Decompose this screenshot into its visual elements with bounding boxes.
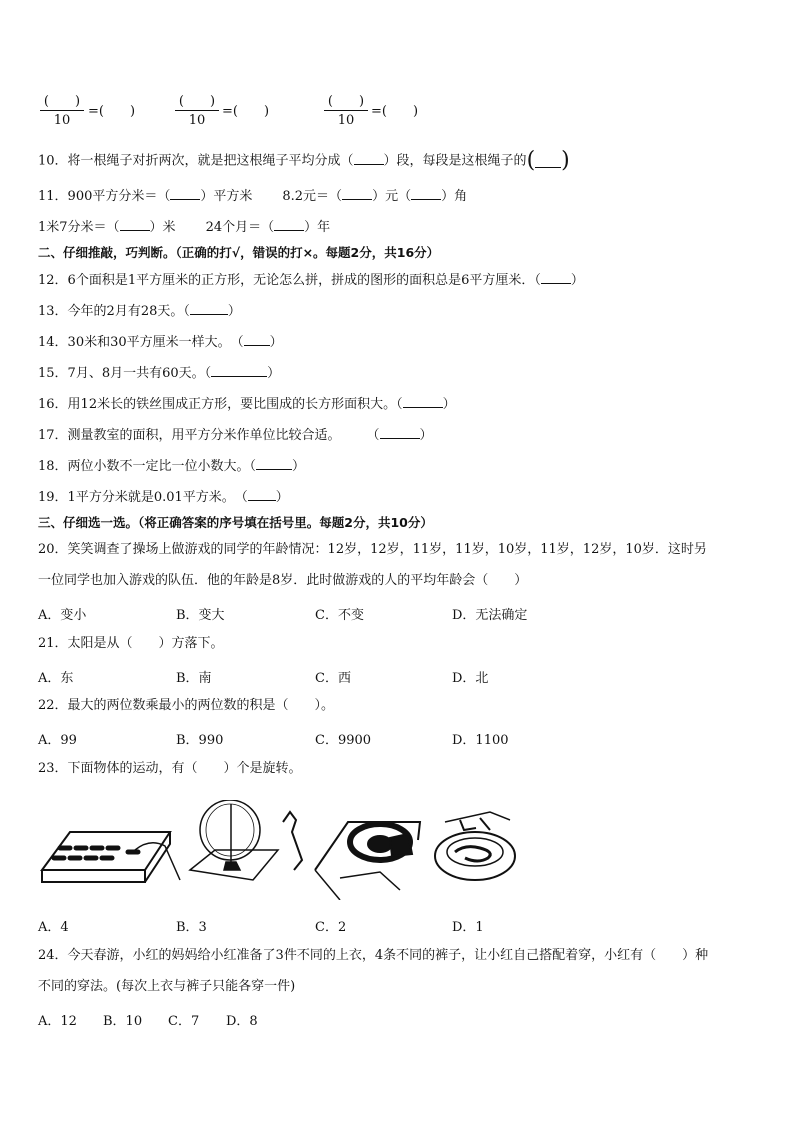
fraction-numerator: ( ): [324, 90, 368, 111]
option-b: B．3: [176, 920, 207, 935]
fraction-denominator: 10: [337, 113, 355, 128]
option-c: C．西: [315, 671, 351, 686]
question-21: 21．太阳是从（ ）方落下。: [38, 636, 224, 651]
answer-blank: [211, 365, 267, 377]
fraction-result: =( ): [222, 104, 270, 119]
option-a: A．东: [38, 671, 74, 686]
answer-blank: [170, 188, 200, 200]
section-3-heading: 三、仔细选一选。（将正确答案的序号填在括号里。每题2分，共10分）: [38, 515, 433, 530]
answer-blank: [190, 303, 228, 315]
section-2-heading: 二、仔细推敲，巧判断。（正确的打√，错误的打×。每题2分，共16分）: [38, 245, 440, 260]
question-24-line-2: 不同的穿法。(每次上衣与裤子只能各穿一件): [38, 979, 296, 994]
question-20-line-1: 20．笑笑调查了操场上做游戏的同学的年龄情况：12岁，12岁，11岁，11岁，10岁，11岁，12岁，10岁．这时另: [38, 542, 707, 557]
answer-blank: [274, 219, 304, 231]
rotation-pictures: [40, 800, 530, 900]
fraction-result: =( ): [371, 104, 419, 119]
question-23: 23．下面物体的运动，有（ ）个是旋转。: [38, 761, 302, 776]
option-c: C．2: [315, 920, 347, 935]
option-a: A．12: [38, 1014, 77, 1029]
fraction-3: [324, 90, 368, 128]
question-19: 19．1平方分米就是0.01平方米。 （ ）: [38, 490, 289, 505]
fraction-denominator: 10: [53, 113, 71, 128]
option-b: B．南: [176, 671, 212, 686]
question-18: 18．两位小数不一定比一位小数大。（ ）: [38, 459, 306, 474]
question-12: 12．6个面积是1平方厘米的正方形，无论怎么拼，拼成的图形的面积总是6平方厘米．（ ）: [38, 273, 584, 288]
answer-blank: [120, 219, 150, 231]
question-13: 13．今年的2月有28天。（ ）: [38, 304, 241, 319]
fraction-denominator: 10: [188, 113, 206, 128]
option-b: B．990: [176, 733, 224, 748]
steering-wheel-image: [315, 822, 420, 900]
question-16: 16．用12米长的铁丝围成正方形，要比围成的长方形面积大。（ ）: [38, 397, 456, 412]
fraction-numerator: ( ): [40, 90, 84, 111]
answer-blank: [411, 188, 441, 200]
option-a: A．99: [38, 733, 77, 748]
fraction-numerator: ( ): [175, 90, 219, 111]
option-d: D．无法确定: [452, 608, 528, 623]
answer-blank: [541, 272, 571, 284]
question-22: 22．最大的两位数乘最小的两位数的积是（ ）。: [38, 698, 335, 713]
option-c: C．7: [168, 1014, 200, 1029]
question-14: 14．30米和30平方厘米一样大。 （ ）: [38, 335, 283, 350]
option-d: D．1100: [452, 733, 509, 748]
question-10: 10．将一根绳子对折两次，就是把这根绳子平均分成（ ）段，每段是这根绳子的( ): [38, 148, 570, 173]
answer-blank: [256, 458, 292, 470]
answer-blank: [248, 489, 276, 501]
question-11-line-1: 11．900平方分米＝（ ）平方米 8.2元＝（ ）元（ ）角: [38, 189, 468, 204]
option-d: D．北: [452, 671, 489, 686]
answer-blank: [380, 427, 420, 439]
option-a: A．4: [38, 920, 69, 935]
fraction-2: [175, 90, 219, 128]
option-b: B．10: [103, 1014, 143, 1029]
abacus-image: [42, 832, 180, 882]
answer-blank: [354, 153, 384, 165]
globe-image: [190, 800, 302, 880]
question-17: 17．测量教室的面积，用平方分米作单位比较合适。 （ ）: [38, 428, 433, 443]
fraction-blank: ( ): [526, 148, 570, 173]
question-20-line-2: 一位同学也加入游戏的队伍．他的年龄是8岁．此时做游戏的人的平均年龄会（ ）: [38, 573, 528, 588]
answer-blank: [342, 188, 372, 200]
fraction-result: =( ): [88, 104, 136, 119]
option-c: C．不变: [315, 608, 364, 623]
option-d: D．1: [452, 920, 484, 935]
answer-blank: [244, 334, 270, 346]
option-c: C．9900: [315, 733, 372, 748]
option-a: A．变小: [38, 608, 87, 623]
sink-image: [435, 812, 515, 880]
answer-blank: [403, 396, 443, 408]
option-d: D．8: [226, 1014, 258, 1029]
question-11-line-2: 1米7分米＝（ ）米 24个月＝（ ）年: [38, 220, 331, 235]
question-24-line-1: 24．今天春游，小红的妈妈给小红准备了3件不同的上衣，4条不同的裤子，让小红自己搭配着穿，小红有（ ）种: [38, 948, 709, 963]
option-b: B．变大: [176, 608, 225, 623]
fraction-1: [40, 90, 84, 128]
question-15: 15．7月、8月一共有60天。（ ）: [38, 366, 281, 381]
